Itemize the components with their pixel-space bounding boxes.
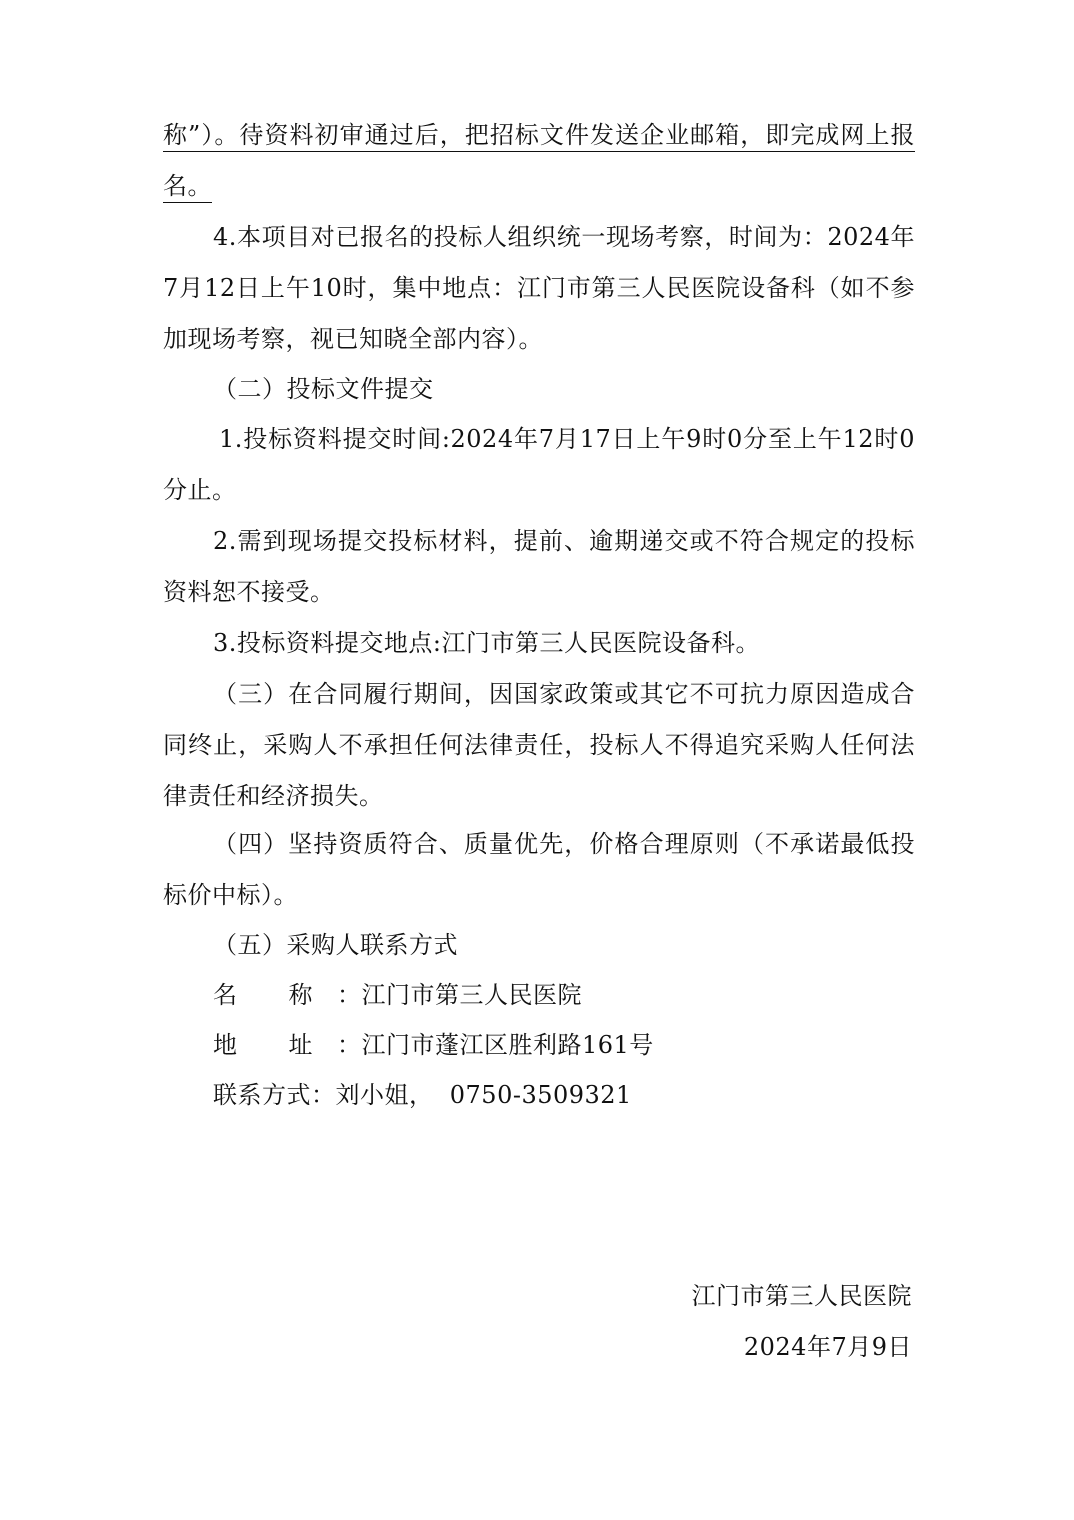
contact-name-value: ：江门市第三人民医院 [337, 981, 582, 1009]
paragraph-submission-time: 1.投标资料提交时间:2024年7月17日上午9时0分至上午12时0分止。 [163, 425, 915, 504]
contact-name-label: 名 称 [213, 981, 313, 1009]
contact-address-row [213, 1020, 654, 1071]
contact-phone-value: ：刘小姐， 0750-3509321 [311, 1081, 632, 1109]
contact-phone-label: 联系方式 [213, 1081, 311, 1109]
paragraph-award-principle: （四）坚持资质符合、质量优先，价格合理原则（不承诺最低投标价中标）。 [163, 830, 915, 909]
paragraph-onsite-submission: 2.需到现场提交投标材料，提前、逾期递交或不符合规定的投标资料恕不接受。 [163, 527, 915, 606]
paragraph-contract-termination: （三）在合同履行期间，因国家政策或其它不可抗力原因造成合同终止，采购人不承担任何法律责任，投标人不得追究采购人任何法律责任和经济损失。 [163, 680, 915, 810]
heading-bid-submission: （二）投标文件提交 [213, 375, 434, 403]
contact-name-row [213, 970, 582, 1021]
signature-date: 2024年7月9日 [743, 1333, 912, 1361]
contact-address-label: 地 址 [213, 1031, 313, 1059]
paragraph-registration-end: 称”）。待资料初审通过后，把招标文件发送企业邮箱，即完成网上报名。 [163, 121, 915, 200]
paragraph-submission-location: 3.投标资料提交地点:江门市第三人民医院设备科。 [213, 629, 760, 657]
heading-purchaser-contact: （五）采购人联系方式 [213, 931, 458, 959]
contact-address-value: ：江门市蓬江区胜利路161号 [337, 1031, 654, 1059]
paragraph-site-inspection: 4.本项目对已报名的投标人组织统一现场考察，时间为：2024年7月12日上午10时，集中地点：江门市第三人民医院设备科（如不参加现场考察，视已知晓全部内容）。 [163, 223, 915, 353]
signature-organization: 江门市第三人民医院 [691, 1282, 912, 1310]
contact-phone-row [213, 1070, 632, 1121]
